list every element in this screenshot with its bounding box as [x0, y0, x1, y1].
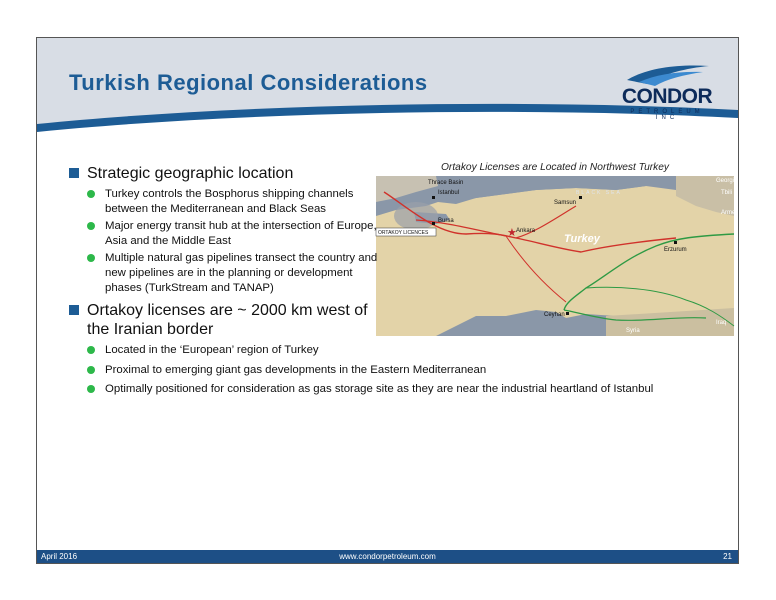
dot-bullet-icon	[87, 190, 95, 198]
page-title: Turkish Regional Considerations	[69, 70, 428, 95]
bullet-main-2	[69, 301, 377, 339]
bullet-main-2-text: Ortakoy licenses are ~ 2000 km west of the Iranian border	[87, 302, 368, 339]
map-label-tbilisi: Tbili	[721, 190, 733, 196]
ankara-star-icon: ★	[507, 226, 517, 239]
bullet-main-1	[69, 164, 729, 183]
map-label-erzurum: Erzurum	[664, 247, 687, 253]
bullet-sub-2-1	[69, 343, 729, 358]
map-label-ankara: Ankara	[516, 228, 536, 234]
bullet-sub-text: Major energy transit hub at the intersection of Europe, Asia and the Middle East	[105, 220, 377, 247]
map-label-georgia: Georgia	[716, 178, 738, 184]
map-label-iraq: Iraq	[716, 320, 727, 326]
map-caption: Ortakoy Licenses are Located in Northwest Turkey	[441, 162, 669, 173]
logo-wordmark: CONDOR	[621, 85, 713, 108]
map-label-ortakoy: ORTAKOY LICENCES	[378, 230, 429, 236]
map-label-thrace: Thrace Basin	[428, 180, 464, 186]
bullet-sub-1-1	[69, 187, 395, 216]
map-label-syria: Syria	[626, 328, 640, 334]
page-number: 21	[723, 552, 732, 561]
footer-date: April 2016	[41, 552, 78, 561]
map-label-istanbul: Istanbul	[438, 190, 460, 196]
bullet-sub-text: Multiple natural gas pipelines transect the country and new pipelines are in the planning or development phases (TurkStream and TANAP)	[105, 252, 378, 294]
bullet-sub-text: Located in the ‘European’ region of Turkey	[105, 344, 319, 357]
bullet-content	[69, 164, 729, 400]
map-label-turkey: Turkey	[564, 233, 600, 245]
dot-bullet-icon	[87, 222, 95, 230]
footer-bar	[37, 550, 738, 563]
bullet-sub-1-2	[69, 219, 395, 248]
map-label-black-sea: BLACK SEA	[576, 190, 622, 196]
bullet-sub-text: Turkey controls the Bosphorus shipping channels between the Mediterranean and Black Seas	[105, 188, 354, 215]
condor-logo	[617, 58, 717, 124]
bullet-sub-2-2	[69, 363, 729, 378]
slide	[36, 37, 739, 564]
map-label-bursa: Bursa	[438, 218, 454, 224]
logo-subtitle: PETROLEUM INC	[630, 109, 704, 121]
dot-bullet-icon	[87, 254, 95, 262]
condor-wing-icon	[617, 58, 717, 88]
footer-url: www.condorpetroleum.com	[339, 552, 436, 561]
map-label-samsun: Samsun	[554, 200, 577, 206]
dot-bullet-icon	[87, 346, 95, 354]
bullet-sub-text: Optimally positioned for consideration as gas storage site as they are near the industrial heartland of Istanbul	[105, 383, 654, 396]
dot-bullet-icon	[87, 366, 95, 374]
bullet-sub-2-3	[69, 382, 729, 397]
bullet-sub-text: Proximal to emerging giant gas developments in the Eastern Mediterranean	[105, 363, 487, 376]
square-bullet-icon	[69, 305, 79, 315]
bullet-sub-1-3	[69, 251, 387, 295]
map-label-ceyhan: Ceyhan	[544, 312, 565, 318]
square-bullet-icon	[69, 168, 79, 178]
bullet-main-1-text: Strategic geographic location	[87, 165, 294, 182]
map-label-armenia: Arme	[721, 210, 736, 216]
dot-bullet-icon	[87, 385, 95, 393]
